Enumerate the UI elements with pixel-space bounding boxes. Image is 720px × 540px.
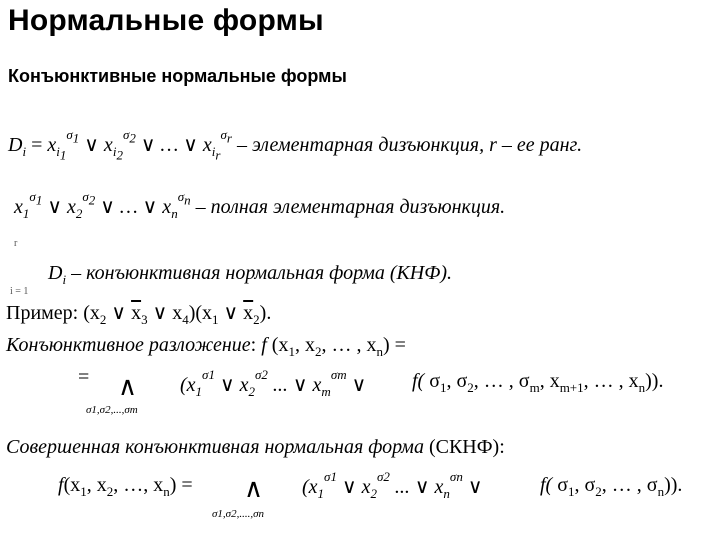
decomposition-equals: = (78, 366, 90, 388)
negated-x2: $\overline{x}$ (243, 302, 254, 324)
product-upper-limit: r (14, 238, 18, 249)
formula-term-1: $x_{i_1}^{\sigma_1}$ (47, 127, 80, 163)
knf-description: – конъюнктивная нормальная форма (КНФ). (66, 262, 452, 284)
knf-line (48, 262, 452, 285)
sknf-lhs: $f(x_1$, $x_2$, …, $x_n$) = (58, 474, 193, 499)
sknf-disjunction: ($x_1^{\sigma 1}$ ∨ $x_2^{\sigma 2}$ ... ∨ $x_n^{\sigma n}$ ∨ (302, 469, 483, 501)
example-label: Пример: (6, 302, 79, 324)
product-lower-limit: i = 1 (10, 286, 29, 297)
negated-x3: $\overline{x}$ (131, 302, 142, 324)
page-title: Нормальные формы (8, 4, 324, 37)
full-formula: $x_1^{\sigma_1}$ ∨ $x_2^{\sigma_2}$ ∨ … ∨ $x_n^{\sigma_n}$ (14, 189, 191, 221)
elementary-disjunction-line (8, 127, 583, 163)
d-i-symbol: $D_i$ (8, 134, 27, 159)
decomposition-line: Конъюнктивное разложение: f ($x_1$, $x_2$, … , $x_n$) = (6, 334, 406, 359)
sknf-abbr: (СКНФ): (423, 436, 505, 458)
decomposition-disjunction: ($x_1^{\sigma 1}$ ∨ $x_2^{\sigma 2}$ ... ∨ $x_m^{\sigma m}$ ∨ (180, 367, 367, 399)
decomposition-function: f( $\sigma_1$, $\sigma_2$, … , $\sigma_m$, $x_{m+1}$, … , $x_n$)). (412, 370, 664, 395)
sknf-conjunction-index: σ1,σ2,....,σn (212, 508, 265, 520)
decomposition-label: Конъюнктивное разложение (6, 334, 251, 356)
formula-term-2: ∨ $x_{i_2}^{\sigma_2}$ (79, 127, 136, 163)
sknf-function: f( $\sigma_1$, $\sigma_2$, … , $\sigma_n$)). (540, 474, 683, 499)
equals-sign: = (26, 134, 48, 156)
sknf-label: Совершенная конъюнктивная нормальная форма (6, 436, 424, 458)
d-i-symbol: $D_i$ (48, 262, 67, 287)
example-line: Пример: ($x_2$ ∨ $\overline{x}_3$ ∨ $x_4)(x_1$ ∨ $\overline{x}_2$). (6, 302, 272, 327)
example-expr-open: (x (78, 302, 100, 324)
description-text: – полная элементарная дизъюнкция. (190, 196, 506, 218)
conjunction-index: σ1,σ2,...,σm (86, 404, 138, 416)
sknf-conjunction-operator: ∧ (244, 474, 264, 503)
full-disjunction-line (14, 189, 506, 221)
formula-term-r: ∨ … ∨ $x_{i_r}^{\sigma_r}$ (135, 127, 232, 163)
sknf-heading (6, 436, 505, 459)
section-subtitle: Конъюнктивные нормальные формы (8, 66, 347, 86)
description-text: – элементарная дизъюнкция, r – ее ранг. (231, 134, 583, 156)
conjunction-operator: ∧ (118, 372, 138, 401)
